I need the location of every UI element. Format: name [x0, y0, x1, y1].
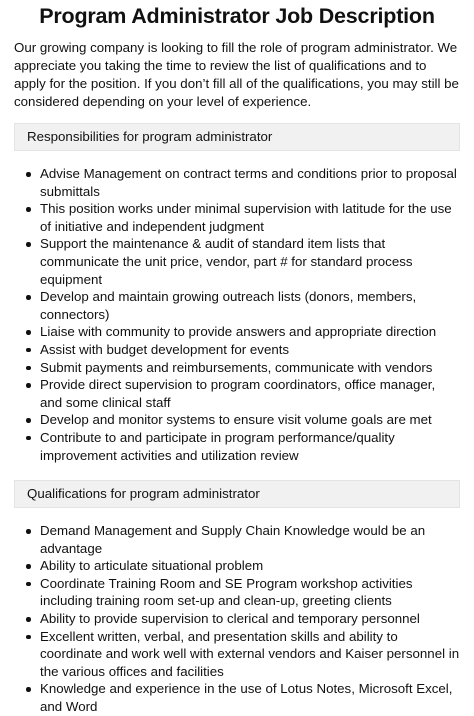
list-item: This position works under minimal supervision with latitude for the use of initiative and independent judgment [40, 200, 460, 235]
list-item: Develop and monitor systems to ensure visit volume goals are met [40, 411, 460, 429]
list-item: Ability to articulate situational problem [40, 557, 460, 575]
list-item: Excellent written, verbal, and presentation skills and ability to coordinate and work well with external vendors and Kaiser personnel in the various offices and facilities [40, 628, 460, 679]
list-item: Provide direct supervision to program coordinators, office manager, and some clinical staff [40, 376, 460, 411]
qualifications-list [14, 522, 460, 716]
list-item: Liaise with community to provide answers and appropriate direction [40, 323, 460, 341]
list-item: Knowledge and experience in the use of Lotus Notes, Microsoft Excel, and Word [40, 680, 460, 715]
list-item: Develop and maintain growing outreach lists (donors, members, connectors) [40, 288, 460, 323]
qualifications-heading: Qualifications for program administrator [27, 486, 260, 502]
responsibilities-list [14, 165, 460, 464]
list-item: Submit payments and reimbursements, communicate with vendors [40, 359, 460, 377]
list-item: Ability to provide supervision to clerical and temporary personnel [40, 610, 460, 628]
responsibilities-heading: Responsibilities for program administrator [27, 129, 273, 144]
list-item: Advise Management on contract terms and conditions prior to proposal submittals [40, 165, 460, 200]
intro-paragraph: Our growing company is looking to fill the role of program administrator. We appreciate you taking the time to review the list of qualifications and to apply for the position. If you don’t fill all of the qualifications, you may still be considered depending on your level of experience. [14, 40, 459, 109]
responsibilities-header [14, 123, 460, 151]
list-item: Demand Management and Supply Chain Knowledge would be an advantage [40, 522, 460, 557]
list-item: Assist with budget development for events [40, 341, 460, 359]
page-title: Program Administrator Job Description [39, 4, 435, 28]
qualifications-header [14, 480, 460, 508]
list-item: Coordinate Training Room and SE Program workshop activities including training room set-up and clean-up, greeting clients [40, 575, 460, 610]
list-item: Contribute to and participate in program performance/quality improvement activities and utilization review [40, 429, 460, 464]
list-item: Support the maintenance & audit of standard item lists that communicate the unit price, vendor, part # for standard process equipment [40, 235, 460, 288]
